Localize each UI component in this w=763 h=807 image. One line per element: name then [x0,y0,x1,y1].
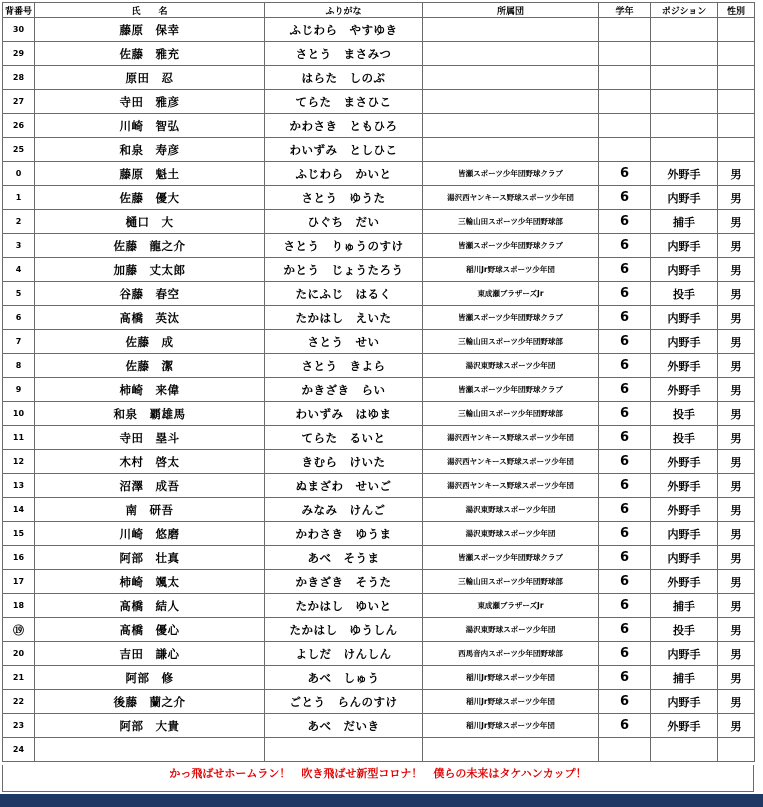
sex-cell: 男 [718,402,755,426]
player-name-cell: 佐藤 成 [35,330,265,354]
table-row [3,546,755,570]
table-row [3,378,755,402]
position-cell: 投手 [651,282,718,306]
slogan-text: かっ飛ばせホームラン！ 吹き飛ばせ新型コロナ！ 僕らの未来はタケハンカップ！ [169,767,587,780]
team-cell: 三輪山田スポーツ少年団野球部 [423,570,599,594]
position-cell: 外野手 [651,714,718,738]
grade-cell: 6 [599,426,651,450]
player-name-cell: 寺田 塁斗 [35,426,265,450]
player-name-cell: 川崎 智弘 [35,114,265,138]
player-name-cell: 木村 啓太 [35,450,265,474]
team-cell: 稲川Jr野球スポーツ少年団 [423,714,599,738]
table-row [3,306,755,330]
sex-cell: 男 [718,714,755,738]
player-name-cell: 南 研吾 [35,498,265,522]
position-cell [651,66,718,90]
grade-cell [599,138,651,162]
sex-cell: 男 [718,570,755,594]
sex-cell: 男 [718,378,755,402]
table-row [3,426,755,450]
furigana-cell: わいずみ としひこ [265,138,423,162]
jersey-number-cell: 16 [3,546,35,570]
table-row [3,330,755,354]
table-row [3,498,755,522]
sex-cell: 男 [718,594,755,618]
position-cell: 内野手 [651,234,718,258]
table-row [3,738,755,762]
grade-cell: 6 [599,594,651,618]
table-row [3,714,755,738]
team-cell: 湯沢東野球スポーツ少年団 [423,618,599,642]
grade-cell: 6 [599,234,651,258]
position-cell [651,114,718,138]
team-cell: 皆瀬スポーツ少年団野球クラブ [423,234,599,258]
team-cell [423,738,599,762]
furigana-cell: さとう せい [265,330,423,354]
furigana-cell: かわさき ともひろ [265,114,423,138]
position-cell: 内野手 [651,258,718,282]
table-row [3,114,755,138]
team-cell: 湯沢西ヤンキース野球スポーツ少年団 [423,186,599,210]
table-row [3,210,755,234]
team-cell: 皆瀬スポーツ少年団野球クラブ [423,306,599,330]
grade-cell [599,18,651,42]
team-cell: 湯沢西ヤンキース野球スポーツ少年団 [423,450,599,474]
furigana-cell: あべ しゅう [265,666,423,690]
grade-cell: 6 [599,282,651,306]
table-row [3,522,755,546]
sex-cell [718,90,755,114]
table-row [3,282,755,306]
player-name-cell: 佐藤 潔 [35,354,265,378]
furigana-cell: かきざき そうた [265,570,423,594]
position-cell: 投手 [651,426,718,450]
jersey-number-cell: 8 [3,354,35,378]
team-cell: 湯沢西ヤンキース野球スポーツ少年団 [423,426,599,450]
sex-cell: 男 [718,258,755,282]
jersey-number-cell: 20 [3,642,35,666]
sex-cell: 男 [718,666,755,690]
sex-cell: 男 [718,354,755,378]
sex-cell: 男 [718,498,755,522]
team-cell: 稲川Jr野球スポーツ少年団 [423,666,599,690]
furigana-cell: かきざき らい [265,378,423,402]
furigana-cell: たかはし ゆいと [265,594,423,618]
team-cell [423,18,599,42]
grade-cell: 6 [599,258,651,282]
jersey-number-cell: 6 [3,306,35,330]
player-name-cell: 沼澤 成吾 [35,474,265,498]
position-cell [651,18,718,42]
sex-cell: 男 [718,474,755,498]
jersey-number-cell: 25 [3,138,35,162]
header-name: 氏 名 [35,3,265,18]
furigana-cell: あべ そうま [265,546,423,570]
player-name-cell: 柿崎 颯太 [35,570,265,594]
table-row [3,690,755,714]
player-name-cell: 阿部 大貴 [35,714,265,738]
table-row [3,618,755,642]
grade-cell: 6 [599,354,651,378]
position-cell: 外野手 [651,354,718,378]
furigana-cell: わいずみ はゆま [265,402,423,426]
sex-cell: 男 [718,162,755,186]
team-cell [423,66,599,90]
grade-cell [599,42,651,66]
team-cell [423,90,599,114]
grade-cell: 6 [599,378,651,402]
furigana-cell: ひぐち だい [265,210,423,234]
grade-cell: 6 [599,570,651,594]
jersey-number-cell: 23 [3,714,35,738]
table-row [3,258,755,282]
jersey-number-cell: 7 [3,330,35,354]
jersey-number-cell: 26 [3,114,35,138]
table-row [3,666,755,690]
team-cell: 湯沢西ヤンキース野球スポーツ少年団 [423,474,599,498]
roster-table [2,2,755,762]
position-cell [651,738,718,762]
sex-cell: 男 [718,690,755,714]
position-cell: 外野手 [651,498,718,522]
grade-cell: 6 [599,522,651,546]
grade-cell: 6 [599,162,651,186]
grade-cell [599,90,651,114]
position-cell: 捕手 [651,210,718,234]
position-cell: 外野手 [651,162,718,186]
grade-cell: 6 [599,498,651,522]
team-cell: 湯沢東野球スポーツ少年団 [423,354,599,378]
jersey-number-cell: 27 [3,90,35,114]
sex-cell: 男 [718,186,755,210]
jersey-number-cell: 21 [3,666,35,690]
player-name-cell: 川崎 悠磨 [35,522,265,546]
position-cell: 内野手 [651,186,718,210]
position-cell: 内野手 [651,546,718,570]
sex-cell: 男 [718,306,755,330]
position-cell: 投手 [651,402,718,426]
grade-cell: 6 [599,450,651,474]
position-cell: 内野手 [651,306,718,330]
player-name-cell: 髙橋 英汰 [35,306,265,330]
position-cell: 内野手 [651,642,718,666]
player-name-cell: 寺田 雅彦 [35,90,265,114]
team-cell: 三輪山田スポーツ少年団野球部 [423,402,599,426]
team-cell: 皆瀬スポーツ少年団野球クラブ [423,378,599,402]
furigana-cell: てらた るいと [265,426,423,450]
table-row [3,642,755,666]
sex-cell: 男 [718,546,755,570]
player-name-cell: 樋口 大 [35,210,265,234]
jersey-number-cell: 12 [3,450,35,474]
header-no: 背番号 [3,3,35,18]
player-name-cell [35,738,265,762]
furigana-cell: さとう りゅうのすけ [265,234,423,258]
furigana-cell: ふじわら かいと [265,162,423,186]
jersey-number-cell: 17 [3,570,35,594]
table-row [3,42,755,66]
jersey-number-cell: 3 [3,234,35,258]
team-cell [423,114,599,138]
sex-cell: 男 [718,234,755,258]
position-cell: 外野手 [651,474,718,498]
player-name-cell: 佐藤 優大 [35,186,265,210]
grade-cell: 6 [599,714,651,738]
table-row [3,450,755,474]
table-row [3,234,755,258]
furigana-cell: たかはし ゆうしん [265,618,423,642]
table-row [3,402,755,426]
player-name-cell: 吉田 謙心 [35,642,265,666]
sex-cell: 男 [718,282,755,306]
player-name-cell: 阿部 修 [35,666,265,690]
jersey-number-cell: 9 [3,378,35,402]
furigana-cell: よしだ けんしん [265,642,423,666]
team-cell [423,138,599,162]
table-row [3,18,755,42]
team-cell: 皆瀬スポーツ少年団野球クラブ [423,546,599,570]
sex-cell [718,738,755,762]
furigana-cell: はらた しのぶ [265,66,423,90]
jersey-number-cell: ⑲ [3,618,35,642]
position-cell [651,42,718,66]
jersey-number-cell: 15 [3,522,35,546]
furigana-cell: きむら けいた [265,450,423,474]
team-cell: 東成瀬ブラザーズJr [423,594,599,618]
jersey-number-cell: 22 [3,690,35,714]
furigana-cell: ぬまざわ せいご [265,474,423,498]
player-name-cell: 髙橋 結人 [35,594,265,618]
grade-cell: 6 [599,210,651,234]
player-name-cell: 原田 忍 [35,66,265,90]
table-row [3,66,755,90]
header-sex: 性別 [718,3,755,18]
furigana-cell: たにふじ はるく [265,282,423,306]
jersey-number-cell: 18 [3,594,35,618]
furigana-cell: かとう じょうたろう [265,258,423,282]
grade-cell [599,738,651,762]
team-cell: 西馬音内スポーツ少年団野球部 [423,642,599,666]
jersey-number-cell: 11 [3,426,35,450]
team-cell: 湯沢東野球スポーツ少年団 [423,522,599,546]
header-grade: 学年 [599,3,651,18]
player-name-cell: 藤原 保幸 [35,18,265,42]
furigana-cell [265,738,423,762]
player-name-cell: 加藤 丈太郎 [35,258,265,282]
player-name-cell: 和泉 覇雄馬 [35,402,265,426]
player-name-cell: 後藤 蘭之介 [35,690,265,714]
sex-cell: 男 [718,426,755,450]
position-cell: 外野手 [651,378,718,402]
jersey-number-cell: 24 [3,738,35,762]
sex-cell: 男 [718,522,755,546]
team-cell [423,42,599,66]
sex-cell [718,138,755,162]
header-position: ポジション [651,3,718,18]
player-name-cell: 谷藤 春空 [35,282,265,306]
table-row [3,162,755,186]
grade-cell [599,66,651,90]
position-cell: 捕手 [651,666,718,690]
team-cell: 三輪山田スポーツ少年団野球部 [423,330,599,354]
team-cell: 湯沢東野球スポーツ少年団 [423,498,599,522]
table-row [3,138,755,162]
grade-cell: 6 [599,666,651,690]
jersey-number-cell: 0 [3,162,35,186]
furigana-cell: さとう きよら [265,354,423,378]
sex-cell: 男 [718,618,755,642]
jersey-number-cell: 13 [3,474,35,498]
player-name-cell: 髙橋 優心 [35,618,265,642]
jersey-number-cell: 30 [3,18,35,42]
position-cell: 外野手 [651,570,718,594]
furigana-cell: みなみ けんご [265,498,423,522]
position-cell: 捕手 [651,594,718,618]
grade-cell: 6 [599,330,651,354]
furigana-cell: たかはし えいた [265,306,423,330]
team-cell: 三輪山田スポーツ少年団野球部 [423,210,599,234]
position-cell: 内野手 [651,330,718,354]
jersey-number-cell: 1 [3,186,35,210]
table-row [3,354,755,378]
grade-cell: 6 [599,474,651,498]
player-name-cell: 藤原 魁土 [35,162,265,186]
team-cell: 東成瀬ブラザーズJr [423,282,599,306]
position-cell [651,138,718,162]
sex-cell: 男 [718,210,755,234]
grade-cell: 6 [599,306,651,330]
sex-cell: 男 [718,330,755,354]
grade-cell: 6 [599,618,651,642]
jersey-number-cell: 14 [3,498,35,522]
sex-cell: 男 [718,642,755,666]
sex-cell [718,114,755,138]
slogan-footer [2,765,754,792]
furigana-cell: あべ だいき [265,714,423,738]
grade-cell: 6 [599,186,651,210]
position-cell: 内野手 [651,522,718,546]
sex-cell [718,18,755,42]
jersey-number-cell: 10 [3,402,35,426]
player-name-cell: 柿崎 来偉 [35,378,265,402]
furigana-cell: かわさき ゆうま [265,522,423,546]
table-row [3,474,755,498]
header-row [3,3,755,18]
roster-body [3,18,755,762]
grade-cell: 6 [599,642,651,666]
jersey-number-cell: 2 [3,210,35,234]
position-cell [651,90,718,114]
table-row [3,186,755,210]
team-cell: 皆瀬スポーツ少年団野球クラブ [423,162,599,186]
jersey-number-cell: 4 [3,258,35,282]
position-cell: 内野手 [651,690,718,714]
jersey-number-cell: 5 [3,282,35,306]
furigana-cell: てらた まさひこ [265,90,423,114]
furigana-cell: ふじわら やすゆき [265,18,423,42]
team-cell: 稲川Jr野球スポーツ少年団 [423,690,599,714]
furigana-cell: さとう まさみつ [265,42,423,66]
header-kana: ふりがな [265,3,423,18]
player-name-cell: 和泉 寿彦 [35,138,265,162]
grade-cell: 6 [599,546,651,570]
player-name-cell: 佐藤 雅充 [35,42,265,66]
player-name-cell: 阿部 壮真 [35,546,265,570]
sex-cell [718,42,755,66]
table-row [3,570,755,594]
position-cell: 外野手 [651,450,718,474]
player-name-cell: 佐藤 龍之介 [35,234,265,258]
table-row [3,90,755,114]
grade-cell: 6 [599,402,651,426]
furigana-cell: ごとう らんのすけ [265,690,423,714]
sex-cell: 男 [718,450,755,474]
team-cell: 稲川Jr野球スポーツ少年団 [423,258,599,282]
header-team: 所属団 [423,3,599,18]
position-cell: 投手 [651,618,718,642]
furigana-cell: さとう ゆうた [265,186,423,210]
table-row [3,594,755,618]
jersey-number-cell: 29 [3,42,35,66]
grade-cell [599,114,651,138]
grade-cell: 6 [599,690,651,714]
jersey-number-cell: 28 [3,66,35,90]
sex-cell [718,66,755,90]
bottom-bar [0,794,763,807]
